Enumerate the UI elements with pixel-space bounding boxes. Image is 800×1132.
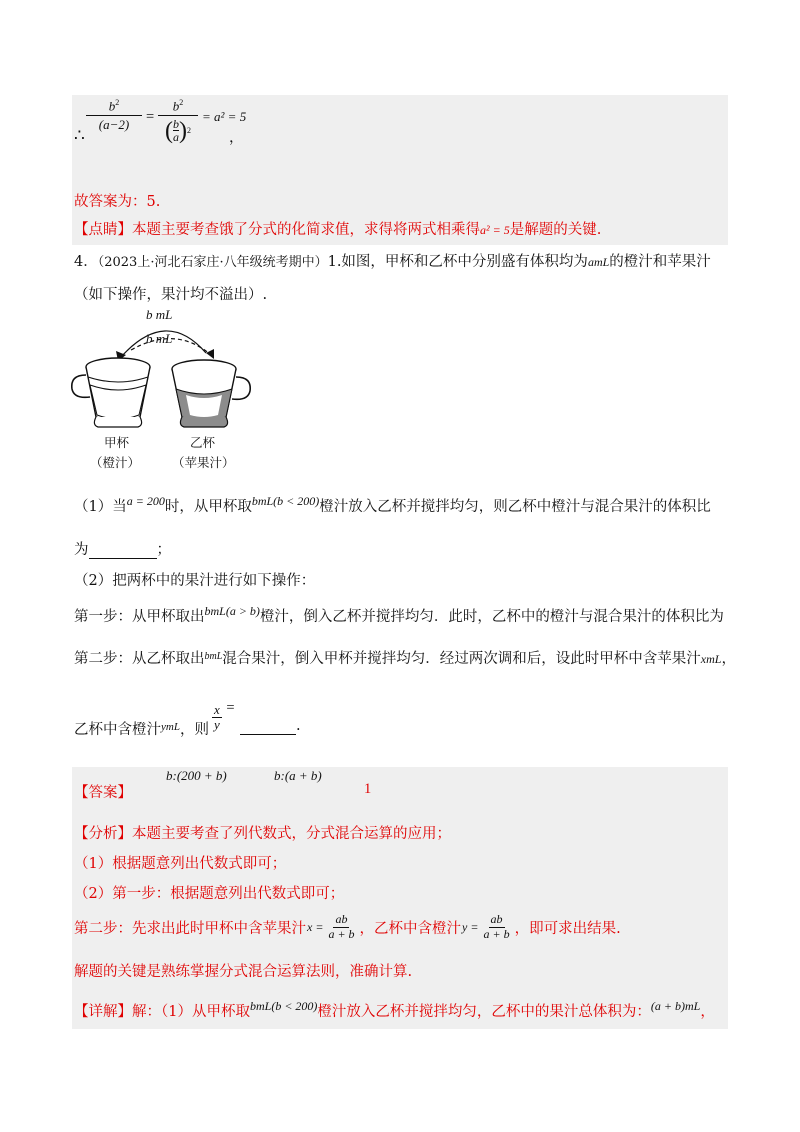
question-note: （如下操作，果汁均不溢出）. xyxy=(74,287,268,303)
question-header: 4．（2023上·河北石家庄·八年级统考期中）1.如图，甲杯和乙杯中分别盛有体积均为amL的橙汁和苹果汁 xyxy=(74,254,711,270)
answer-value-1: b:(200 + b) xyxy=(166,768,227,783)
dianjing-line: 【点睛】本题主要考查饿了分式的化简求值，求得将两式相乘得a² = 5是解题的关键. xyxy=(74,222,602,238)
cup-right-sub: （苹果汁） xyxy=(172,455,235,470)
equals-sign-1: = xyxy=(146,109,155,125)
transfer-label-mid: b mL xyxy=(146,331,173,346)
xiangjie-line: 【详解】解：（1）从甲杯取$^{bmL(b < 200)}$橙汁放入乙杯并搅拌均匀，乙杯中的果汁总体积为：$^{(a + b)mL}$， xyxy=(74,999,715,1020)
answer-blank-2-line: . xyxy=(240,718,301,735)
part1-answer-line: 为 ； xyxy=(74,542,171,558)
cup-left-sub: （橙汁） xyxy=(90,455,141,470)
fraction-1: $b^2$ (a−2) xyxy=(86,98,142,133)
fenxi-label: 【分析】 xyxy=(74,826,132,842)
expr-bml: bmL(b < 200) xyxy=(251,494,320,508)
cup-left-name: 甲杯 xyxy=(104,435,130,450)
cups-figure xyxy=(66,305,256,475)
cond-a-200: a = 200 xyxy=(126,494,165,508)
therefore-symbol: ∴ xyxy=(74,126,85,146)
fenxi-line-2: （2）第一步：根据题意列出代数式即可； xyxy=(74,886,345,902)
answer-blank-1[interactable] xyxy=(89,542,157,559)
cup-right-name: 乙杯 xyxy=(190,435,216,450)
answer-label: 【答案】 xyxy=(74,785,132,801)
question-source: （2023上·河北石家庄·八年级统考期中） xyxy=(97,255,328,270)
dianjing-formula: a² = 5 xyxy=(480,223,510,237)
formula-tail: = a² = 5 xyxy=(202,109,247,124)
answer-value-2: b:(a + b) xyxy=(274,768,322,783)
answer-value-3: 1 xyxy=(364,781,372,797)
dianjing-label: 【点睛】 xyxy=(74,222,132,238)
fenxi-line-4: 解题的关键是熟练掌握分式混合运算法则，准确计算. xyxy=(74,964,413,980)
step1-line: 第一步：从甲杯取出$^{bmL(a > b)}$橙汁，倒入乙杯并搅拌均匀．此时，乙杯中的橙汁与混合果汁的体积比为 xyxy=(74,604,724,625)
fenxi-line-3: 第二步：先求出此时甲杯中含苹果汁 x = $\frac{ab}{a + b}$ ，乙杯中含橙汁 y = $\frac{ab}{a + b}$ ，即可求出结果. xyxy=(74,912,621,941)
part1-line: （1）当$^{a = 200}$时，从甲杯取$^{bmL(b < 200)}$橙汁放入乙杯并搅拌均匀，则乙杯中橙汁与混合果汁的体积比 xyxy=(74,494,711,515)
step3-line: 乙杯中含橙汁$^{ymL}$，则 xyxy=(74,721,209,738)
xy-fraction: $\frac{x}{y}$ = xyxy=(214,699,235,733)
dianjing-text: 本题主要考查饿了分式的化简求值，求得将两式相乘得 xyxy=(132,222,480,238)
answer-line: 故答案为：5. xyxy=(74,194,161,210)
fraction-2: $b^2$ ( b a ) 2 xyxy=(158,98,198,143)
part2-line: （2）把两杯中的果汁进行如下操作： xyxy=(74,573,316,589)
fenxi-line-1: （1）根据题意列出代数式即可； xyxy=(74,856,287,872)
xiangjie-label: 【详解】 xyxy=(74,1004,132,1020)
comma: ， xyxy=(229,130,244,146)
step2-line: 第二步：从乙杯取出$^{bmL}$混合果汁，倒入甲杯并搅拌均匀．经过两次调和后，设此时甲杯中含苹果汁xmL， xyxy=(74,651,736,667)
question-number: 4． xyxy=(74,254,98,270)
fenxi-line: 【分析】本题主要考查了列代数式，分式混合运算的应用； xyxy=(74,826,451,842)
formula-line xyxy=(74,98,274,160)
transfer-label-top: b mL xyxy=(146,307,173,322)
answer-blank-2[interactable] xyxy=(240,718,296,735)
